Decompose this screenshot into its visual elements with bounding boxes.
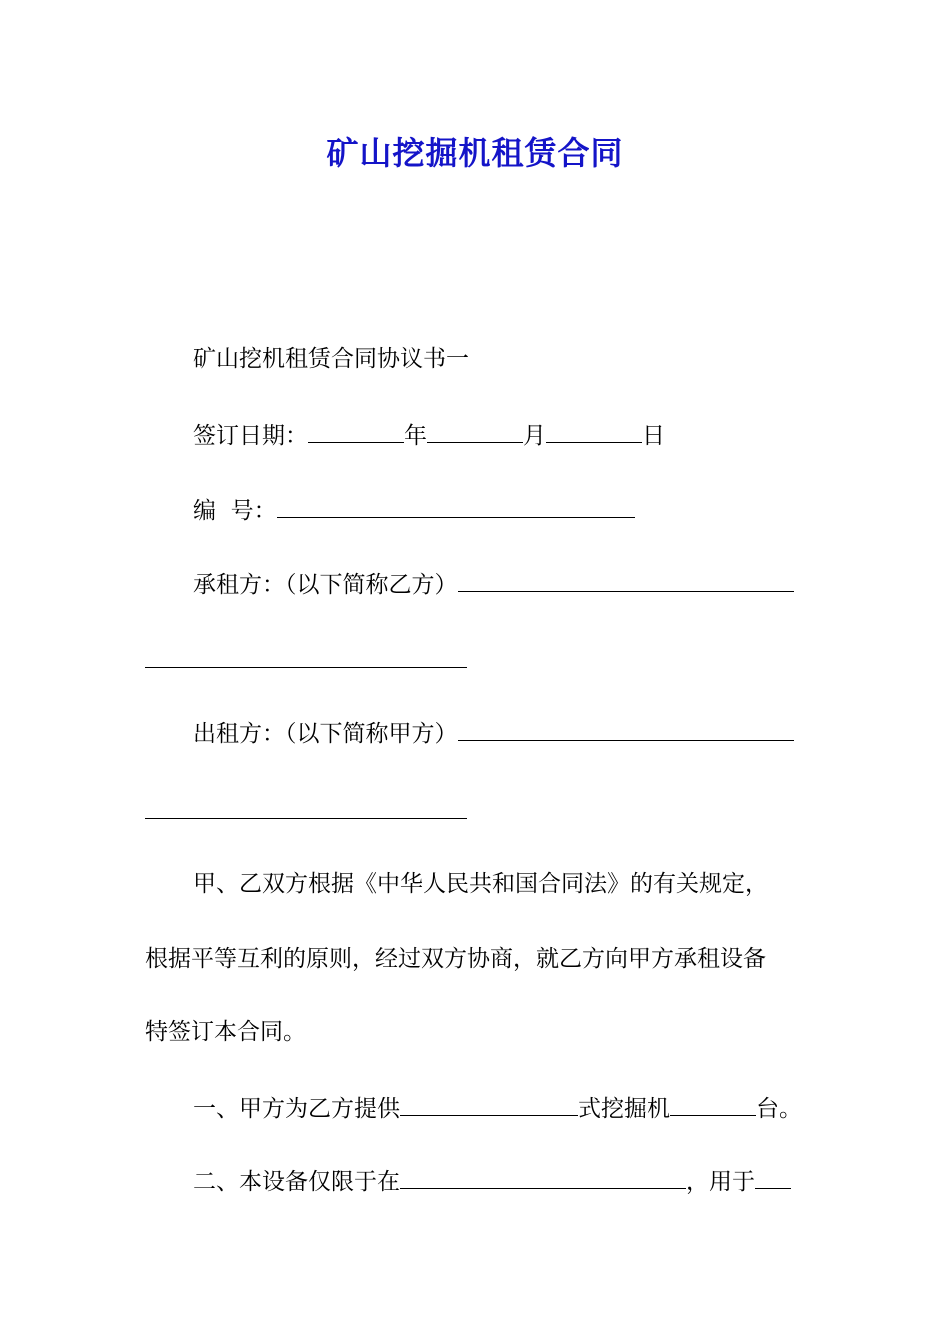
clause-1-suffix: 台。 bbox=[756, 1096, 802, 1122]
document-title: 矿山挖掘机租赁合同 bbox=[326, 134, 624, 172]
lessor-blank bbox=[458, 718, 794, 741]
year-label: 年 bbox=[404, 423, 427, 449]
agreement-subtitle: 矿山挖机租赁合同协议书一 bbox=[193, 346, 469, 372]
number-blank bbox=[277, 495, 635, 518]
number-label: 编 号： bbox=[193, 498, 277, 524]
preamble-line-2: 根据平等互利的原则，经过双方协商，就乙方向甲方承租设备 bbox=[145, 946, 766, 972]
lessee-line bbox=[193, 569, 794, 600]
excavator-type-blank bbox=[400, 1093, 578, 1116]
preamble-line-1: 甲、乙双方根据《中华人民共和国合同法》的有关规定， bbox=[193, 871, 768, 897]
clause-1-prefix: 一、甲方为乙方提供 bbox=[193, 1096, 400, 1122]
clause-1-middle: 式挖掘机 bbox=[578, 1096, 670, 1122]
clause-1 bbox=[193, 1093, 802, 1124]
day-blank bbox=[546, 420, 642, 443]
year-blank bbox=[308, 420, 404, 443]
preamble-line-3: 特签订本合同。 bbox=[145, 1019, 306, 1045]
clause-2 bbox=[193, 1166, 791, 1197]
lessor-blank-continued bbox=[145, 818, 467, 819]
lessee-blank bbox=[458, 569, 794, 592]
location-blank bbox=[400, 1166, 686, 1189]
clause-2-prefix: 二、本设备仅限于在 bbox=[193, 1169, 400, 1195]
lessee-label: 承租方：（以下简称乙方） bbox=[193, 572, 458, 598]
purpose-blank bbox=[755, 1166, 791, 1189]
excavator-count-blank bbox=[670, 1093, 756, 1116]
lessor-label: 出租方：（以下简称甲方） bbox=[193, 721, 458, 747]
sign-date-label: 签订日期： bbox=[193, 423, 308, 449]
number-line bbox=[193, 495, 635, 526]
lessee-blank-continued bbox=[145, 667, 467, 668]
lessor-line bbox=[193, 718, 794, 749]
month-blank bbox=[427, 420, 523, 443]
sign-date-line bbox=[193, 420, 665, 451]
month-label: 月 bbox=[523, 423, 546, 449]
day-label: 日 bbox=[642, 423, 665, 449]
clause-2-middle: ，用于 bbox=[686, 1169, 755, 1195]
